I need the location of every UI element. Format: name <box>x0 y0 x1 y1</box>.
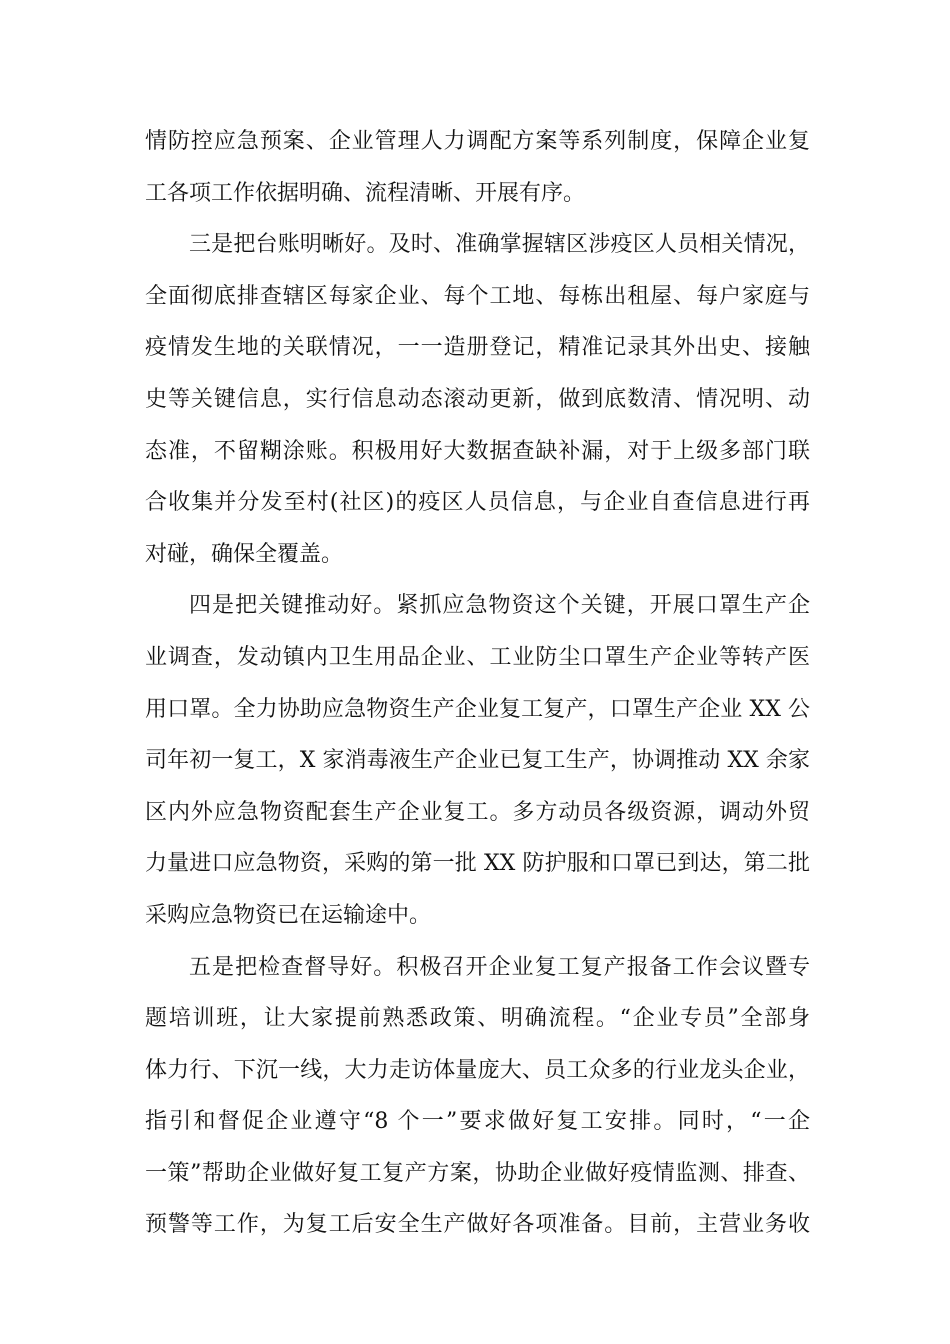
text-line: 态准，不留糊涂账。积极用好大数据查缺补漏，对于上级多部门联 <box>145 438 810 464</box>
text-line: 采购应急物资已在运输途中。 <box>145 902 432 928</box>
text-line: 合收集并分发至村(社区)的疫区人员信息，与企业自查信息进行再 <box>145 490 810 516</box>
text-line: 工各项工作依据明确、流程清晰、开展有序。 <box>145 180 586 206</box>
text-line: 情防控应急预案、企业管理人力调配方案等系列制度，保障企业复 <box>145 129 810 154</box>
text-line: 四是把关键推动好。紧抓应急物资这个关键，开展口罩生产企 <box>189 593 810 619</box>
text-line: 史等关键信息，实行信息动态滚动更新，做到底数清、情况明、动 <box>145 386 810 412</box>
text-line: 疫情发生地的关联情况，一一造册登记，精准记录其外出史、接触 <box>145 335 810 361</box>
text-line: 预警等工作，为复工后安全生产做好各项准备。目前，主营业务收 <box>145 1212 810 1238</box>
text-line: 题培训班，让大家提前熟悉政策、明确流程。“企业专员”全部身 <box>145 1006 810 1032</box>
text-line: 对碰，确保全覆盖。 <box>145 541 344 567</box>
paragraph-2 <box>145 219 810 580</box>
text-line: 区内外应急物资配套生产企业复工。多方动员各级资源，调动外贸 <box>145 799 810 825</box>
paragraph-3 <box>145 580 810 941</box>
text-line: 五是把检查督导好。积极召开企业复工复产报备工作会议暨专 <box>189 954 810 980</box>
text-line: 用口罩。全力协助应急物资生产企业复工复产，口罩生产企业 XX 公 <box>145 696 810 722</box>
document-body <box>145 116 810 1251</box>
text-line: 三是把台账明晰好。及时、准确掌握辖区涉疫区人员相关情况， <box>189 232 810 258</box>
text-line: 业调查，发动镇内卫生用品企业、工业防尘口罩生产企业等转产医 <box>145 644 810 670</box>
text-line: 指引和督促企业遵守“8 个一”要求做好复工安排。同时，“一企 <box>145 1109 810 1135</box>
text-line: 全面彻底排查辖区每家企业、每个工地、每栋出租屋、每户家庭与 <box>145 283 810 309</box>
text-line: 一策”帮助企业做好复工复产方案，协助企业做好疫情监测、排查、 <box>145 1160 810 1186</box>
text-line: 力量进口应急物资，采购的第一批 XX 防护服和口罩已到达，第二批 <box>145 851 810 877</box>
text-line: 司年初一复工，X 家消毒液生产企业已复工生产，协调推动 XX 余家 <box>145 748 810 774</box>
paragraph-4 <box>145 942 810 1252</box>
text-line: 体力行、下沉一线，大力走访体量庞大、员工众多的行业龙头企业， <box>145 1057 810 1083</box>
paragraph-1 <box>145 116 810 219</box>
